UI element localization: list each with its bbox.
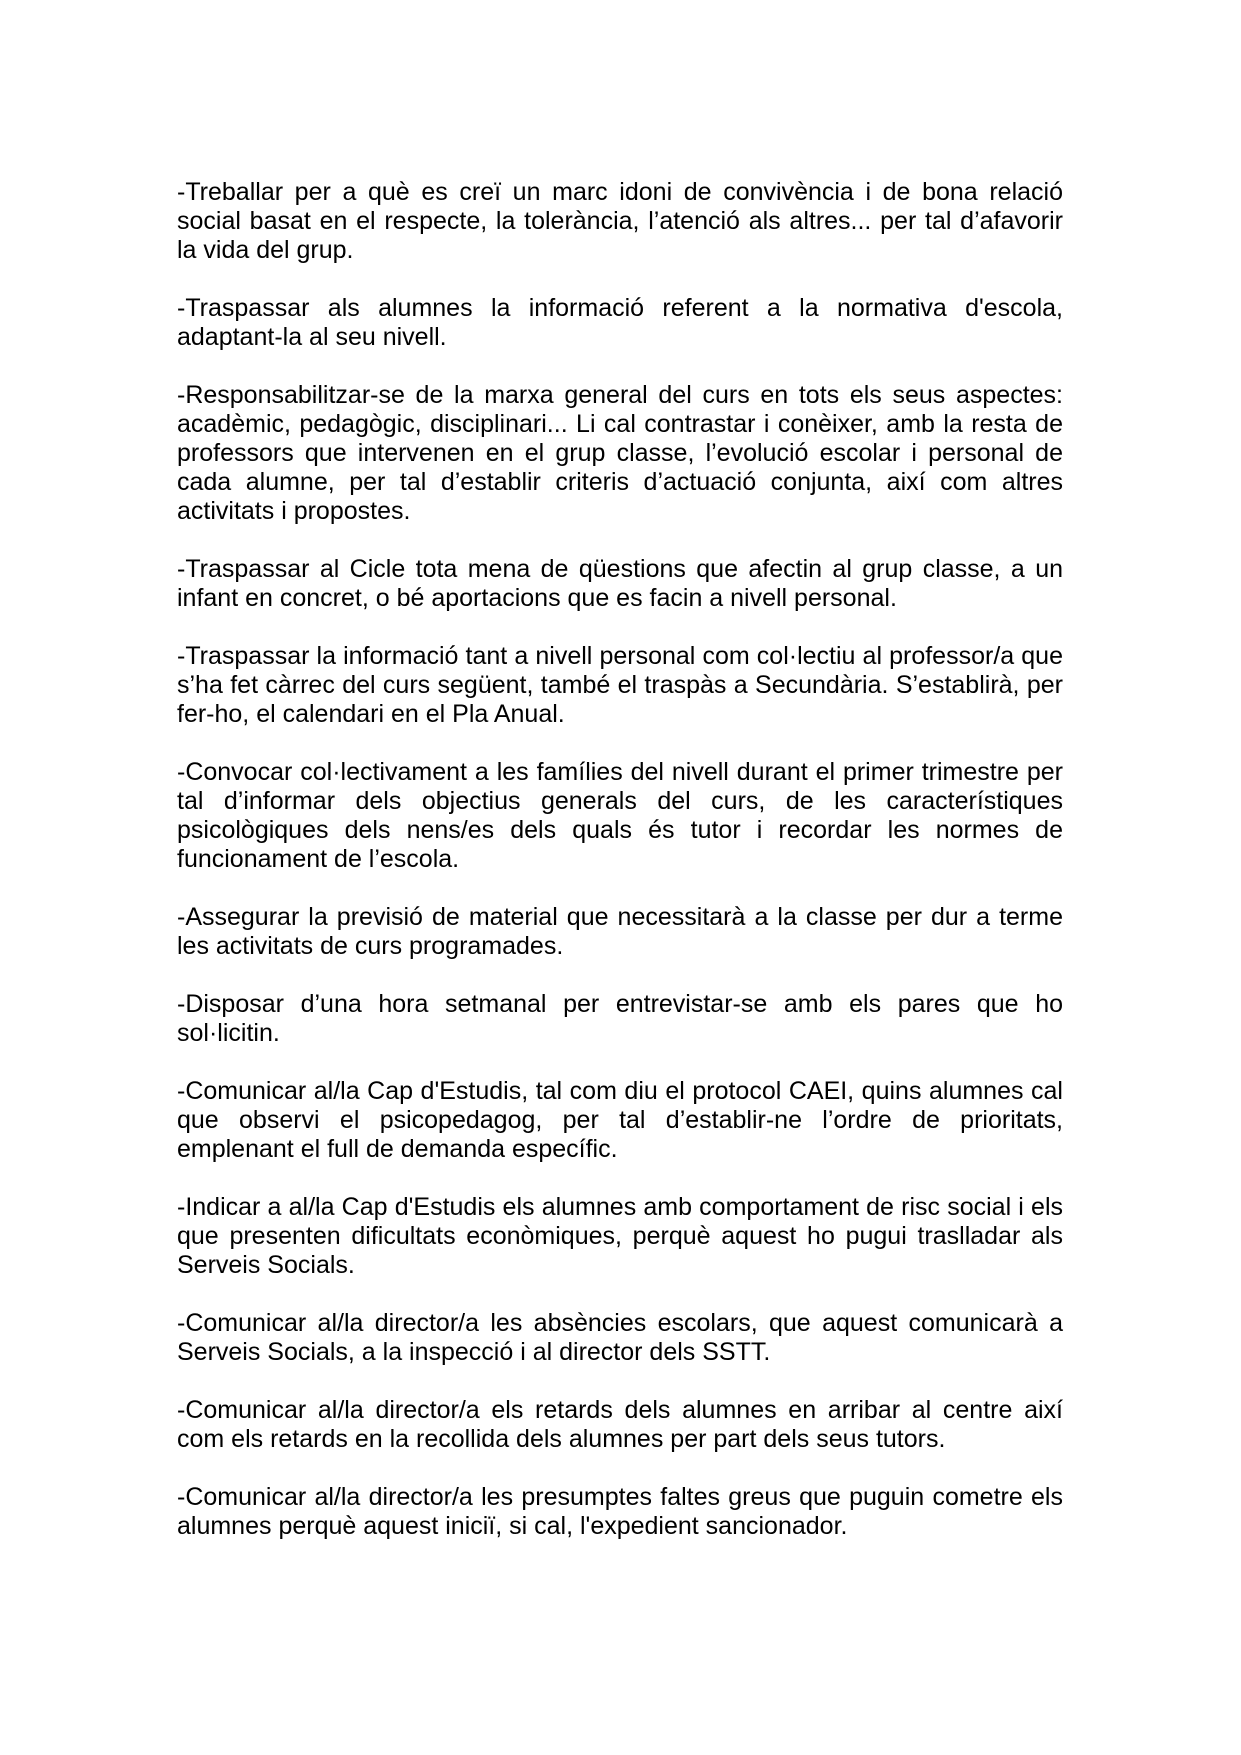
paragraph-responsabilitzar-marxa-curs: -Responsabilitzar-se de la marxa general del curs en tots els seus aspectes: acadèmic, pedagògic, disciplinari... Li cal contrastar i conèixer, amb la resta de professors que intervenen en el grup classe, l’evolució escolar i personal de cada alumne, per tal d’establir criteris d’actuació conjunta, així com altres activitats i propostes.	[177, 381, 1063, 525]
paragraph-assegurar-previsio-material: -Assegurar la previsió de material que necessitarà a la classe per dur a terme les activitats de curs programades.	[177, 903, 1063, 960]
paragraph-traspassar-normativa-alumnes: -Traspassar als alumnes la informació referent a la normativa d'escola, adaptant-la al seu nivell.	[177, 294, 1063, 351]
paragraph-comunicar-director-absencies: -Comunicar al/la director/a les absències escolars, que aquest comunicarà a Serveis Socials, a la inspecció i al director dels SSTT.	[177, 1309, 1063, 1366]
paragraph-comunicar-cap-estudis-caei: -Comunicar al/la Cap d'Estudis, tal com diu el protocol CAEI, quins alumnes cal que observi el psicopedagog, per tal d’establir-ne l’ordre de prioritats, emplenant el full de demanda específic.	[177, 1077, 1063, 1163]
paragraph-traspassar-cicle-questions: -Traspassar al Cicle tota mena de qüestions que afectin al grup classe, a un infant en concret, o bé aportacions que es facin a nivell personal.	[177, 555, 1063, 612]
paragraph-comunicar-director-retards: -Comunicar al/la director/a els retards dels alumnes en arribar al centre així com els retards en la recollida dels alumnes per part dels seus tutors.	[177, 1396, 1063, 1453]
document-text-body	[177, 178, 1063, 1541]
paragraph-indicar-cap-estudis-risc-social: -Indicar a al/la Cap d'Estudis els alumnes amb comportament de risc social i els que presenten dificultats econòmiques, perquè aquest ho pugui traslladar als Serveis Socials.	[177, 1193, 1063, 1279]
paragraph-convocar-families: -Convocar col·lectivament a les famílies del nivell durant el primer trimestre per tal d’informar dels objectius generals del curs, de les característiques psicològiques dels nens/es dels quals és tutor i recordar les normes de funcionament de l’escola.	[177, 758, 1063, 873]
paragraph-traspassar-informacio-professor: -Traspassar la informació tant a nivell personal com col·lectiu al professor/a que s’ha fet càrrec del curs següent, també el traspàs a Secundària. S’establirà, per fer-ho, el calendari en el Pla Anual.	[177, 642, 1063, 728]
paragraph-disposar-hora-setmanal: -Disposar d’una hora setmanal per entrevistar-se amb els pares que ho sol·licitin.	[177, 990, 1063, 1047]
paragraph-treballar-marc-convivencia: -Treballar per a què es creï un marc idoni de convivència i de bona relació social basat en el respecte, la tolerància, l’atenció als altres... per tal d’afavorir la vida del grup.	[177, 178, 1063, 264]
paragraph-comunicar-director-faltes-greus: -Comunicar al/la director/a les presumptes faltes greus que puguin cometre els alumnes perquè aquest iniciï, si cal, l'expedient sancionador.	[177, 1483, 1063, 1540]
